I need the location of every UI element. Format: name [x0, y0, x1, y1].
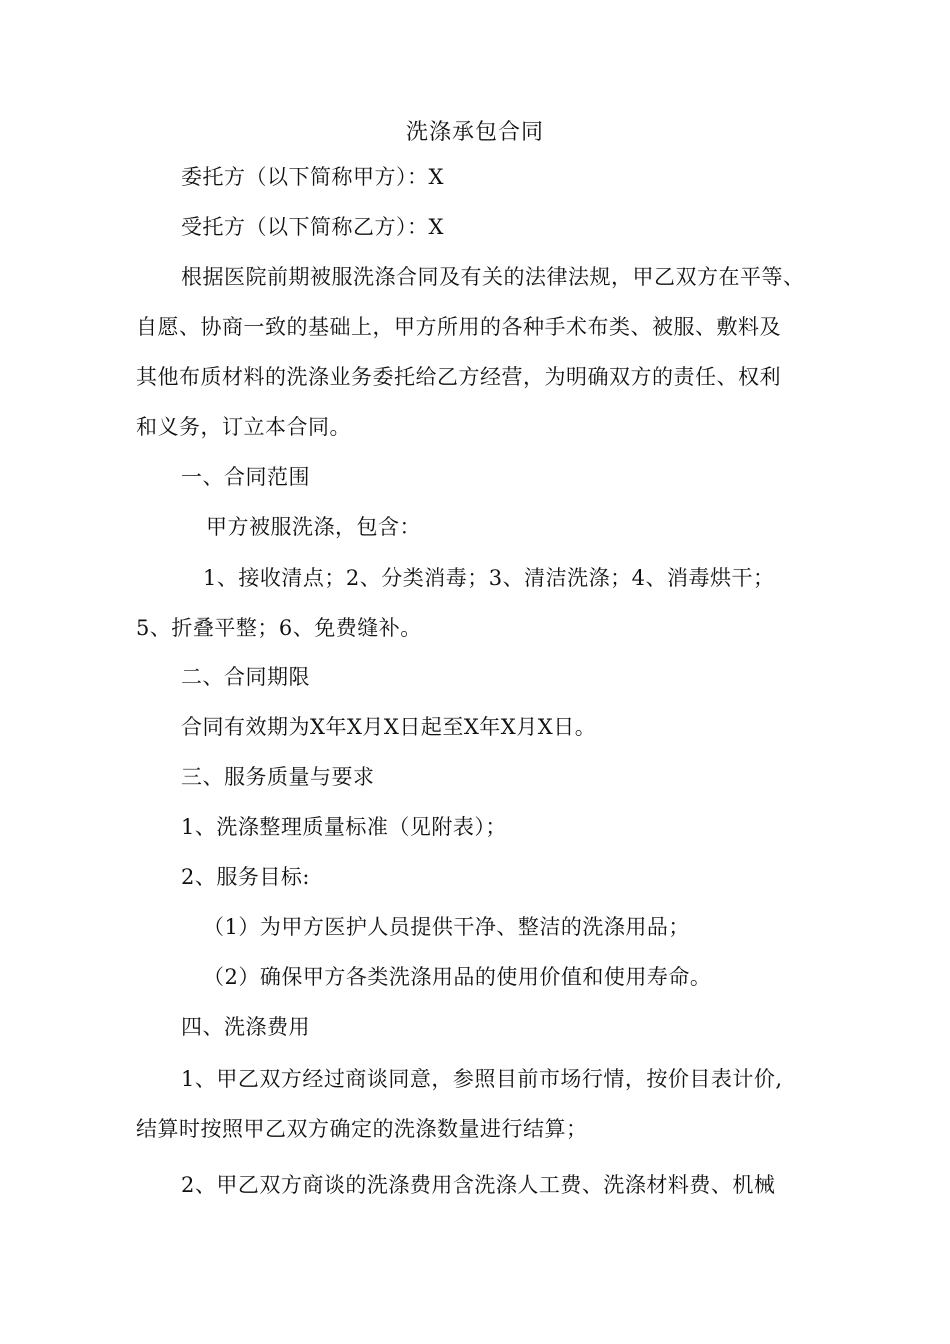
preamble-line-3: 其他布质材料的洗涤业务委托给乙方经营，为明确双方的责任、权利	[136, 365, 781, 389]
party-a-line: 委托方（以下简称甲方）：X	[181, 165, 444, 189]
party-b-line: 受托方（以下简称乙方）：X	[181, 215, 444, 239]
fees-item-2-line-1: 2、甲乙双方商谈的洗涤费用含洗涤人工费、洗涤材料费、机械	[181, 1173, 776, 1197]
section-heading-scope: 一、合同范围	[181, 465, 310, 489]
scope-items-line-1: 1、接收清点；2、分类消毒；3、清洁洗涤；4、消毒烘干；	[203, 566, 775, 590]
quality-item-2: 2、服务目标:	[181, 865, 310, 889]
quality-item-1: 1、洗涤整理质量标准（见附表）；	[181, 815, 507, 839]
preamble-line-1: 根据医院前期被服洗涤合同及有关的法律法规，甲乙双方在平等、	[181, 265, 805, 289]
scope-items-line-2: 5、折叠平整；6、免费缝补。	[136, 616, 422, 640]
quality-subitem-2: （2）确保甲方各类洗涤用品的使用价值和使用寿命。	[203, 965, 712, 989]
section-heading-quality: 三、服务质量与要求	[181, 765, 375, 789]
quality-subitem-1: （1）为甲方医护人员提供干净、整洁的洗涤用品；	[203, 915, 690, 939]
term-text: 合同有效期为X年X月X日起至X年X月X日。	[181, 715, 597, 739]
section-heading-term: 二、合同期限	[181, 665, 310, 689]
preamble-line-4: 和义务，订立本合同。	[136, 415, 351, 439]
scope-intro: 甲方被服洗涤，包含：	[206, 515, 421, 539]
fees-item-1-line-2: 结算时按照甲乙双方确定的洗涤数量进行结算；	[136, 1117, 588, 1141]
section-heading-fees: 四、洗涤费用	[181, 1015, 310, 1039]
document-title: 洗涤承包合同	[405, 120, 544, 145]
preamble-line-2: 自愿、协商一致的基础上，甲方所用的各种手术布类、被服、敷料及	[136, 315, 781, 339]
fees-item-1-line-1: 1、甲乙双方经过商谈同意，参照目前市场行情，按价目表计价,	[181, 1067, 783, 1091]
